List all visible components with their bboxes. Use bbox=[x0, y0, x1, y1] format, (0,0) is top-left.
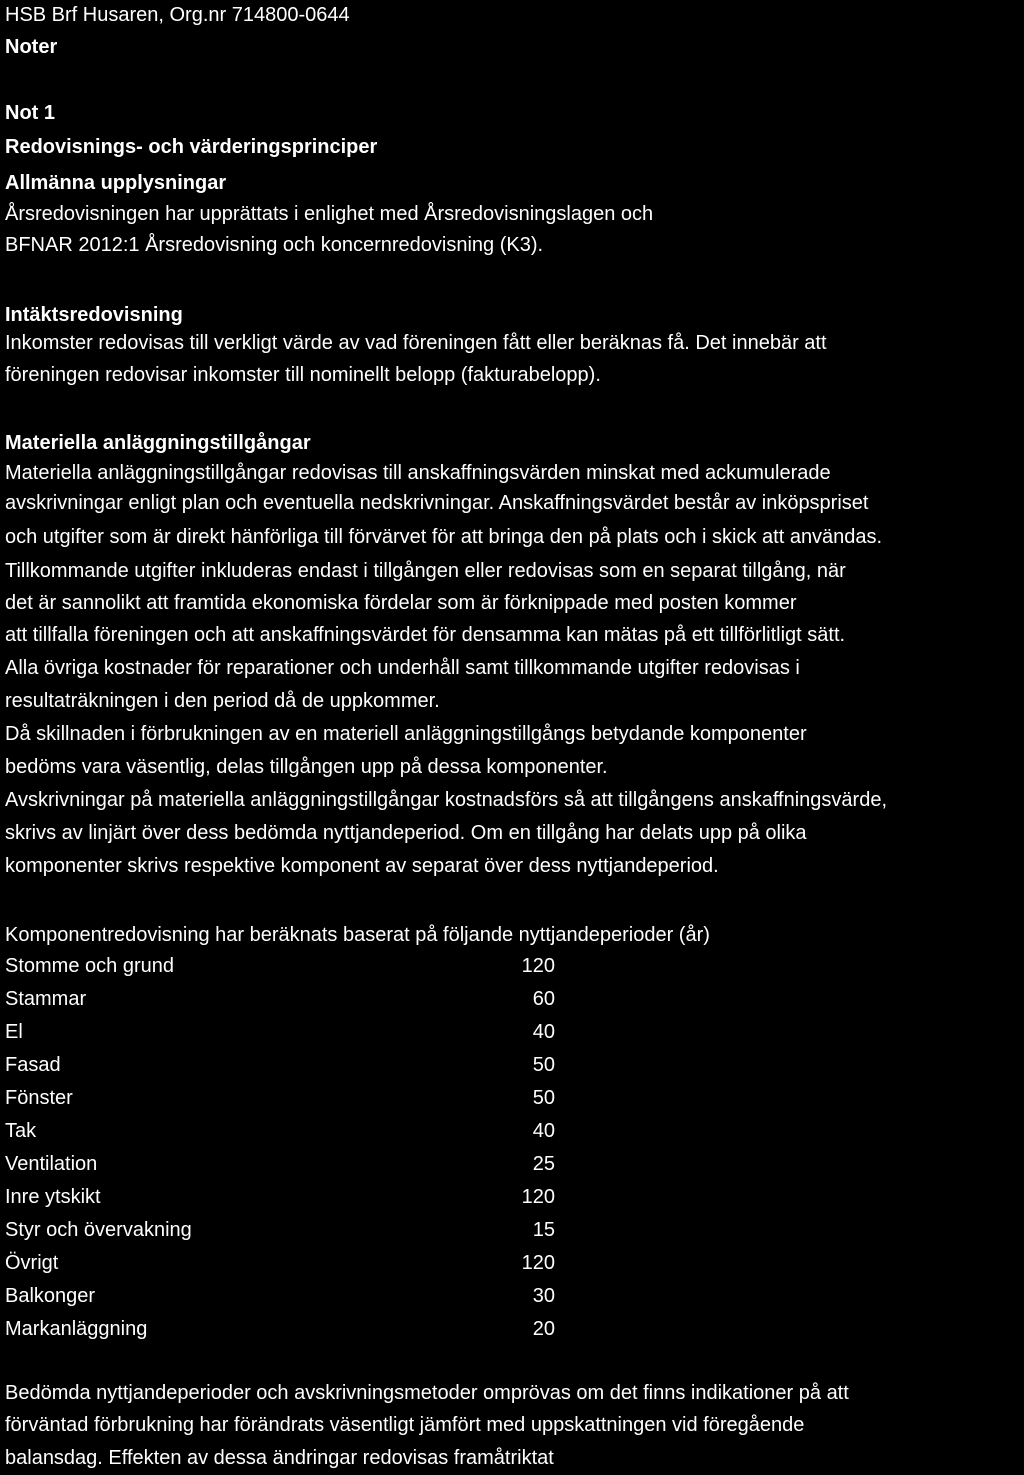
table-row bbox=[5, 1018, 565, 1046]
assets-line: och utgifter som är direkt hänförliga till förvärvet för att bringa den på plats och i skick att användas. bbox=[5, 526, 883, 548]
assets-line: Materiella anläggningstillgångar redovisas till anskaffningsvärden minskat med ackumulerade bbox=[5, 462, 831, 484]
assets-line: att tillfalla föreningen och att anskaffningsvärdet för densamma kan mätas på ett tillförlitligt sätt. bbox=[5, 624, 846, 646]
components-intro: Komponentredovisning har beräknats baserat på följande nyttjandeperioder (år) bbox=[5, 924, 710, 946]
component-years: 20 bbox=[532, 1318, 555, 1340]
note-title: Redovisnings- och värderingsprinciper bbox=[5, 136, 378, 158]
component-label: Inre ytskikt bbox=[5, 1186, 101, 1208]
component-label: Stammar bbox=[5, 988, 87, 1010]
component-years: 30 bbox=[532, 1285, 555, 1307]
assets-line: skrivs av linjärt över dess bedömda nyttjandeperiod. Om en tillgång har delats upp på olika bbox=[5, 822, 807, 844]
component-label: Fönster bbox=[5, 1087, 73, 1109]
component-years: 120 bbox=[521, 955, 555, 977]
assets-line: komponenter skrivs respektive komponent av separat över dess nyttjandeperiod. bbox=[5, 855, 719, 877]
component-label: Styr och övervakning bbox=[5, 1219, 192, 1241]
table-row bbox=[5, 1183, 565, 1211]
component-years: 50 bbox=[532, 1054, 555, 1076]
table-row bbox=[5, 1084, 565, 1112]
table-row bbox=[5, 1216, 565, 1244]
assets-line: avskrivningar enligt plan och eventuella nedskrivningar. Anskaffningsvärdet består av inköpspriset bbox=[5, 492, 869, 514]
general-line: Årsredovisningen har upprättats i enlighet med Årsredovisningslagen och bbox=[5, 203, 654, 225]
component-years: 15 bbox=[532, 1219, 555, 1241]
table-row bbox=[5, 1117, 565, 1145]
assets-heading: Materiella anläggningstillgångar bbox=[5, 432, 311, 454]
note-number: Not 1 bbox=[5, 102, 55, 124]
component-label: El bbox=[5, 1021, 23, 1043]
table-row bbox=[5, 1150, 565, 1178]
table-row bbox=[5, 1282, 565, 1310]
component-label: Övrigt bbox=[5, 1252, 59, 1274]
table-row bbox=[5, 1051, 565, 1079]
general-line: BFNAR 2012:1 Årsredovisning och koncernredovisning (K3). bbox=[5, 234, 544, 256]
assets-line: Avskrivningar på materiella anläggningstillgångar kostnadsförs så att tillgångens anskaffningsvärde, bbox=[5, 789, 888, 811]
closing-line: förväntad förbrukning har förändrats väsentligt jämfört med uppskattningen vid föregående bbox=[5, 1414, 805, 1436]
closing-line: balansdag. Effekten av dessa ändringar redovisas framåtriktat bbox=[5, 1447, 554, 1469]
component-years: 40 bbox=[532, 1120, 555, 1142]
assets-line: bedöms vara väsentlig, delas tillgången upp på dessa komponenter. bbox=[5, 756, 608, 778]
revenue-line: Inkomster redovisas till verkligt värde av vad föreningen fått eller beräknas få. Det innebär att bbox=[5, 332, 827, 354]
component-years: 60 bbox=[532, 988, 555, 1010]
component-years: 120 bbox=[521, 1186, 555, 1208]
company-header: HSB Brf Husaren, Org.nr 714800-0644 bbox=[5, 4, 350, 26]
component-label: Balkonger bbox=[5, 1285, 96, 1307]
revenue-heading: Intäktsredovisning bbox=[5, 304, 183, 326]
assets-line: det är sannolikt att framtida ekonomiska fördelar som är förknippade med posten kommer bbox=[5, 592, 797, 614]
assets-line: Tillkommande utgifter inkluderas endast i tillgången eller redovisas som en separat tillgång, när bbox=[5, 560, 846, 582]
component-years: 50 bbox=[532, 1087, 555, 1109]
component-years: 120 bbox=[521, 1252, 555, 1274]
revenue-line: föreningen redovisar inkomster till nominellt belopp (fakturabelopp). bbox=[5, 364, 601, 386]
closing-line: Bedömda nyttjandeperioder och avskrivningsmetoder omprövas om det finns indikationer på att bbox=[5, 1382, 849, 1404]
table-row bbox=[5, 1315, 565, 1343]
component-label: Tak bbox=[5, 1120, 37, 1142]
component-years: 40 bbox=[532, 1021, 555, 1043]
table-row bbox=[5, 985, 565, 1013]
table-row bbox=[5, 1249, 565, 1277]
component-label: Ventilation bbox=[5, 1153, 98, 1175]
assets-line: Då skillnaden i förbrukningen av en materiell anläggningstillgångs betydande komponenter bbox=[5, 723, 807, 745]
section-title: Noter bbox=[5, 36, 58, 58]
component-label: Markanläggning bbox=[5, 1318, 148, 1340]
assets-line: resultaträkningen i den period då de uppkommer. bbox=[5, 690, 440, 712]
component-label: Stomme och grund bbox=[5, 955, 174, 977]
assets-line: Alla övriga kostnader för reparationer och underhåll samt tillkommande utgifter redovisas i bbox=[5, 657, 800, 679]
table-row bbox=[5, 952, 565, 980]
component-label: Fasad bbox=[5, 1054, 61, 1076]
component-years: 25 bbox=[532, 1153, 555, 1175]
general-heading: Allmänna upplysningar bbox=[5, 172, 227, 194]
